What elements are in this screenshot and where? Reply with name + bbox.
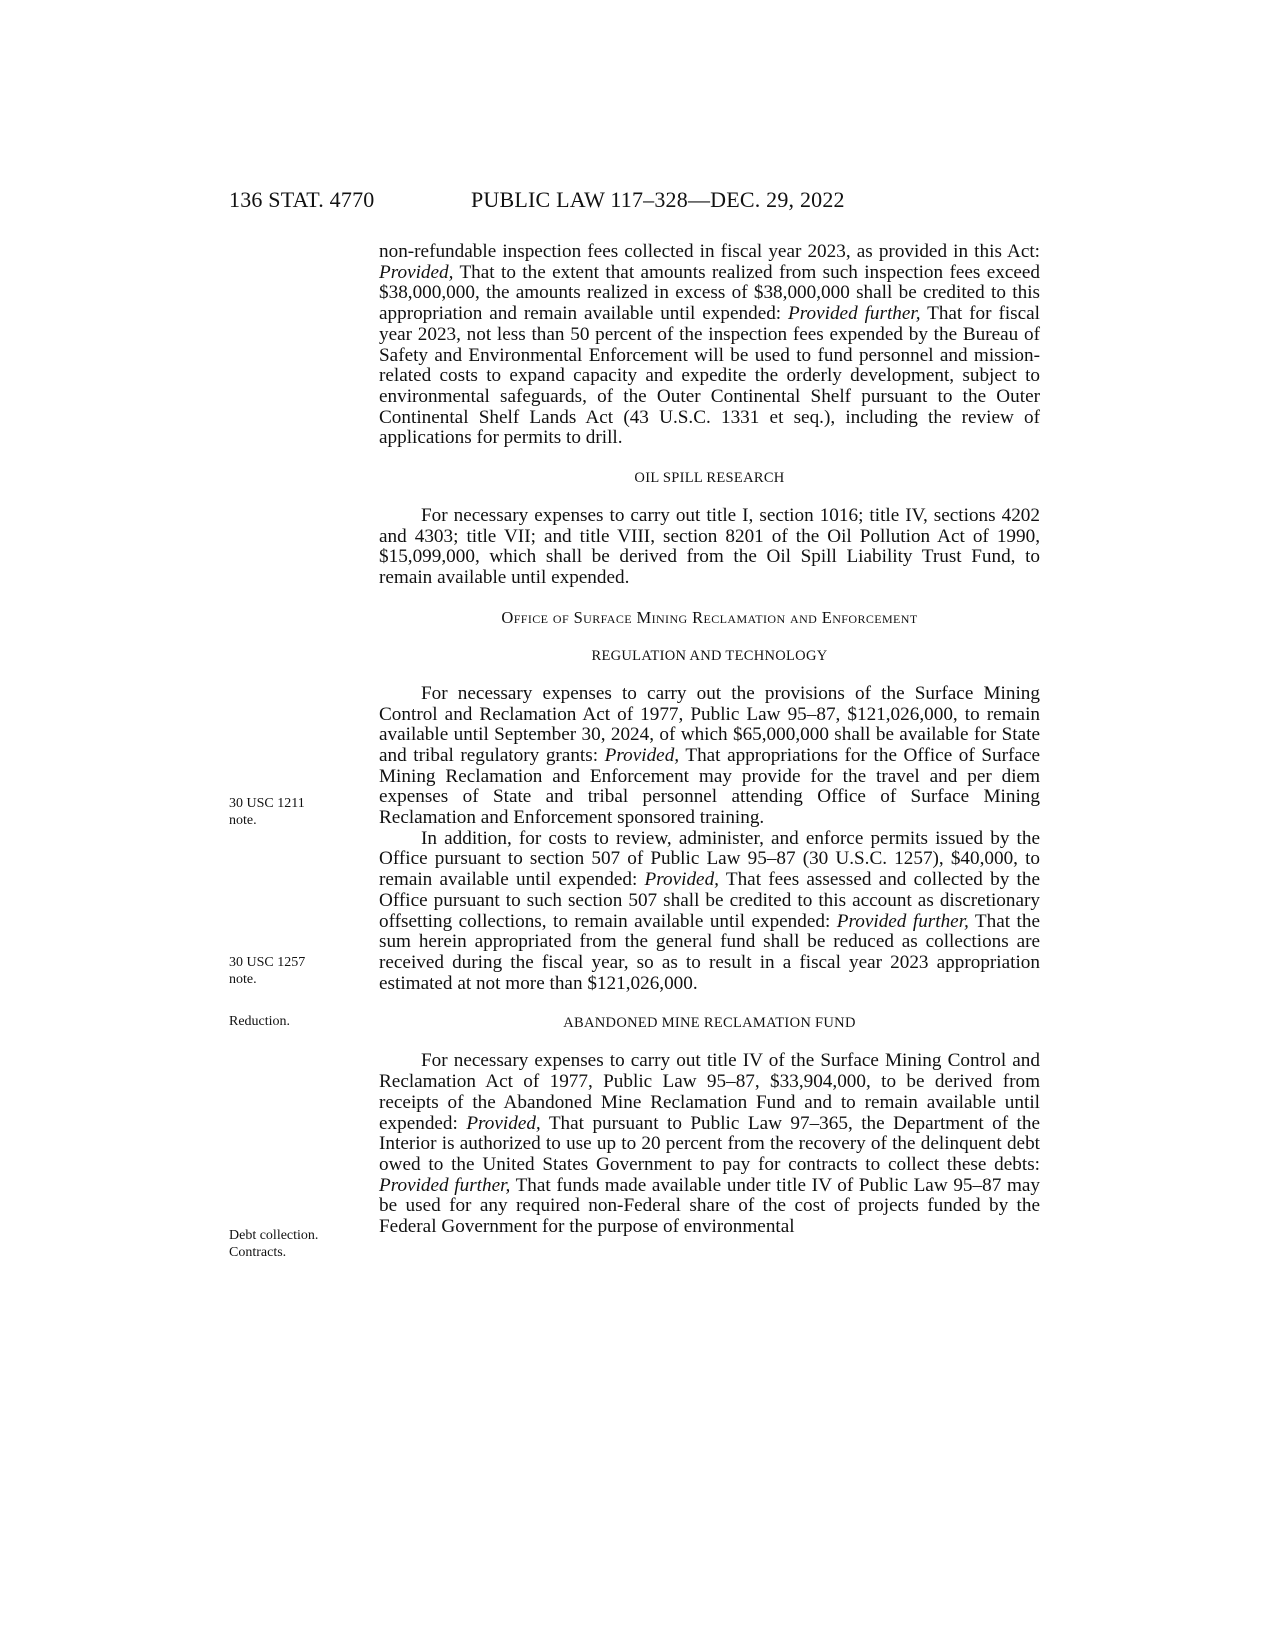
paragraph-abandoned-mine: For necessary expenses to carry out title IV of the Surface Mining Control and Reclamation Act of 1977, Public Law 95–87, $33,904,000, to be derived from receipts of the Abandoned Mine Reclamation Fund and to remain available until expended: Provided, That pursuant to Public Law 97–365, the Department of the Interior is authorized to use up to 20 percent from the recovery of the delinquent debt owed to the United States Government to pay for contracts to collect these debts: Provided further, That funds made available under title IV of Public Law 95–87 may be used for any required non-Federal share of the cost of projects funded by the Federal Government for the purpose of environmental — [379, 1050, 1041, 1238]
heading-oil-spill-research: OIL SPILL RESEARCH — [634, 470, 785, 487]
paragraph-regulation-2: In addition, for costs to review, administer, and enforce permits issued by the Office pursuant to section 507 of Public Law 95–87 (30 U.S.C. 1257), $40,000, to remain available until expended: Provided, That fees assessed and collected by the Office pursuant to such section 507 shall be credited to this account as discretionary offsetting collections, to remain available until expended: Provided further, That the sum herein appropriated from the general fund shall be reduced as collections are received during the fiscal year, so as to result in a fiscal year 2023 appropriation estimated at not more than $121,026,000. — [379, 827, 1041, 994]
margin-note-30-usc-1211: 30 USC 1211 note. — [229, 796, 305, 828]
heading-regulation-technology: REGULATION AND TECHNOLOGY — [591, 647, 828, 664]
margin-note-debt-collection: Debt collection. Contracts. — [229, 1228, 319, 1260]
statute-page-number: 136 STAT. 4770 — [229, 187, 375, 212]
paragraph-regulation-1: For necessary expenses to carry out the provisions of the Surface Mining Control and Reclamation Act of 1977, Public Law 95–87, $121,026,000, to remain available until September 30, 2024, of which $65,000,000 shall be available for State and tribal regulatory grants: Provided, That appropriations for the Office of Surface Mining Reclamation and Enforcement may provide for the travel and per diem expenses of State and tribal personnel attending Office of Surface Mining Reclamation and Enforcement sponsored training. — [379, 682, 1040, 829]
body-text-column — [379, 242, 1040, 1238]
heading-osmre: Office of Surface Mining Reclamation and Enforcement — [501, 607, 918, 627]
heading-abandoned-mine-fund: ABANDONED MINE RECLAMATION FUND — [563, 1015, 856, 1032]
paragraph-inspection-fees: non-refundable inspection fees collected in fiscal year 2023, as provided in this Act: Provided, That to the extent that amounts realized from such inspection fees exceed $38,000,000, the amounts realized in excess of $38,000,000 shall be credited to this appropriation and remain available until expended: Provided further, That for fiscal year 2023, not less than 50 percent of the inspection fees expended by the Bureau of Safety and Environmental Enforcement will be used to fund personnel and mission-related costs to expand capacity and expedite the orderly development, subject to environmental safeguards, of the Outer Continental Shelf pursuant to the Outer Continental Shelf Lands Act (43 U.S.C. 1331 et seq.), including the review of applications for permits to drill. — [379, 241, 1040, 449]
running-header — [229, 182, 949, 218]
margin-note-reduction: Reduction. — [229, 1014, 291, 1029]
margin-note-30-usc-1257: 30 USC 1257 note. — [229, 955, 306, 987]
public-law-title: PUBLIC LAW 117–328—DEC. 29, 2022 — [471, 187, 845, 212]
paragraph-oil-spill: For necessary expenses to carry out title I, section 1016; title IV, sections 4202 and 4303; title VII; and title VIII, section 8201 of the Oil Pollution Act of 1990, $15,099,000, which shall be derived from the Oil Spill Liability Trust Fund, to remain available until expended. — [379, 505, 1040, 589]
